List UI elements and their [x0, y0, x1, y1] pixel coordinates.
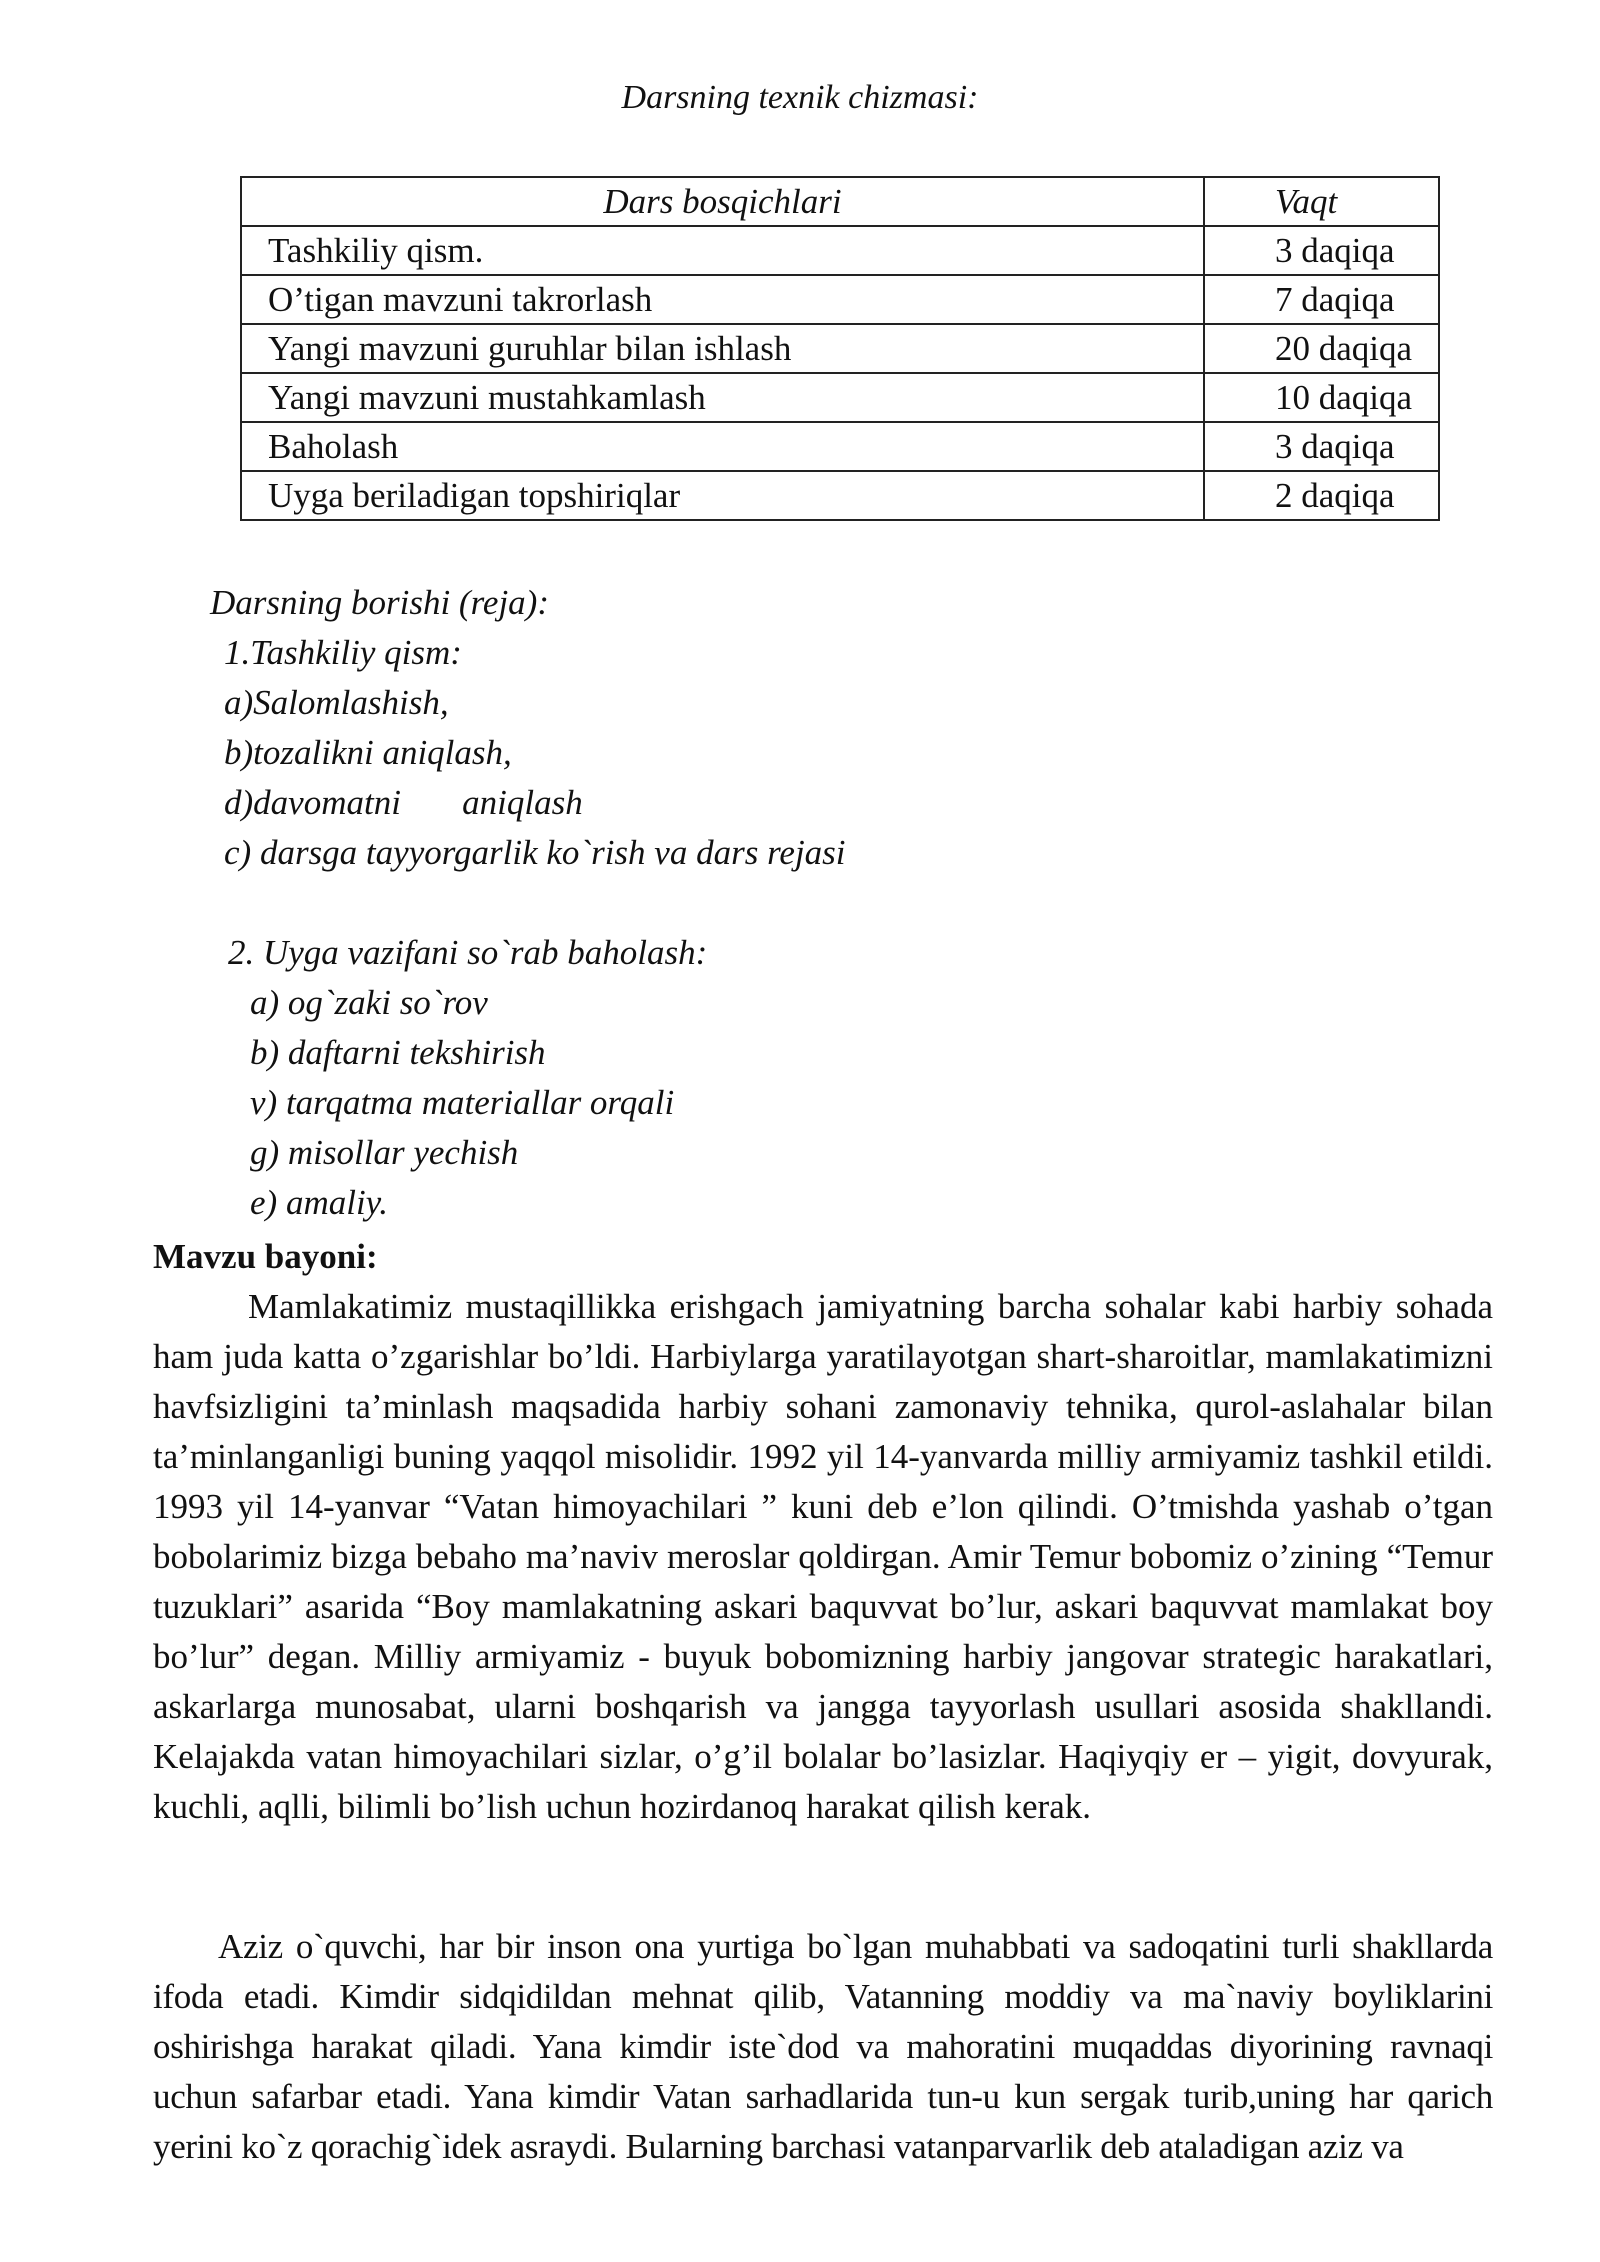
plan-list-item: b) daftarni tekshirish [250, 1033, 546, 1072]
plan-list-item: b)tozalikni aniqlash, [224, 733, 512, 772]
stage-column-header: Dars bosqichlari [241, 177, 1204, 226]
spacer [210, 878, 846, 928]
time-column-header: Vaqt [1204, 177, 1439, 226]
stage-cell: Yangi mavzuni mustahkamlash [241, 373, 1204, 422]
stage-cell: O’tigan mavzuni takrorlash [241, 275, 1204, 324]
time-cell: 3 daqiqa [1204, 422, 1439, 471]
plan-list-item: v) tarqatma materiallar orqali [250, 1083, 675, 1122]
plan-list-item: e) amaliy. [250, 1183, 389, 1222]
table-row [241, 471, 1439, 520]
table-row [241, 373, 1439, 422]
lesson-plan [210, 578, 846, 1228]
stage-cell: Uyga beriladigan topshiriqlar [241, 471, 1204, 520]
table-row [241, 275, 1439, 324]
document-title: Darsning texnik chizmasi: [621, 79, 979, 116]
time-cell: 7 daqiqa [1204, 275, 1439, 324]
stage-cell: Tashkiliy qism. [241, 226, 1204, 275]
plan-list-item: g) misollar yechish [250, 1133, 519, 1172]
time-cell: 2 daqiqa [1204, 471, 1439, 520]
plan-section-title: 2. Uyga vazifani so`rab baholash: [228, 933, 708, 972]
stage-cell: Yangi mavzuni guruhlar bilan ishlash [241, 324, 1204, 373]
stage-cell: Baholash [241, 422, 1204, 471]
topic-paragraph: Mamlakatimiz mustaqillikka erishgach jamiyatning barcha sohalar kabi harbiy sohada ham juda katta o’zgarishlar bo’ldi. Harbiylarga yaratilayotgan shart-sharoitlar, mamlakatimizni havfsizligini ta’minlash maqsadida harbiy sohani zamonaviy tehnika, qurol-aslahalar bilan ta’minlanganligi buning yaqqol misolidir. 1992 yil 14-yanvarda milliy armiyamiz tashkil etildi. 1993 yil 14-yanvar “Vatan himoyachilari ” kuni deb e’lon qilindi. O’tmishda yashab o’tgan bobolarimiz bizga bebaho ma’naviv meroslar qoldirgan. Amir Temur bobomiz o’zining “Temur tuzuklari” asarida “Boy mamlakatning askari baquvvat bo’lur, askari baquvvat mamlakat boy bo’lur” degan. Milliy armiyamiz - buyuk bobomizning harbiy jangovar strategic harakatlari, askarlarga munosabat, ularni boshqarish va jangga tayyorlash usullari asosida shakllandi. Kelajakda vatan himoyachilari sizlar, o’g’il bolalar bo’lasizlar. Haqiyqiy er – yigit, dovyurak, kuchli, aqlli, bilimli bo’lish uchun hozirdanoq harakat qilish kerak. [153, 1287, 1493, 1826]
lesson-stages-table [240, 176, 1440, 521]
topic-heading: Mavzu bayoni: [153, 1237, 378, 1276]
plan-section-title: 1.Tashkiliy qism: [224, 633, 462, 672]
plan-list-item: c) darsga tayyorgarlik ko`rish va dars rejasi [224, 833, 846, 872]
lesson-plan-heading: Darsning borishi (reja): [210, 583, 549, 622]
table-row [241, 226, 1439, 275]
plan-list-item: d)davomatni aniqlash [224, 783, 583, 822]
time-cell: 3 daqiqa [1204, 226, 1439, 275]
time-cell: 10 daqiqa [1204, 373, 1439, 422]
table-header-row [241, 177, 1439, 226]
time-cell: 20 daqiqa [1204, 324, 1439, 373]
table-row [241, 324, 1439, 373]
table-row [241, 422, 1439, 471]
plan-list-item: a)Salomlashish, [224, 683, 449, 722]
topic-paragraph: Aziz o`quvchi, har bir inson ona yurtiga bo`lgan muhabbati va sadoqatini turli shakllarda ifoda etadi. Kimdir sidqidildan mehnat qilib, Vatanning moddiy va ma`naviy boyliklarini oshirishga harakat qiladi. Yana kimdir iste`dod va mahoratini muqaddas diyorining ravnaqi uchun safarbar etadi. Yana kimdir Vatan sarhadlarida tun-u kun sergak turib,uning har qarich yerini ko`z qorachig`idek asraydi. Bularning barchasi vatanparvarlik deb ataladigan aziz va [153, 1927, 1493, 2166]
plan-list-item: a) og`zaki so`rov [250, 983, 488, 1022]
